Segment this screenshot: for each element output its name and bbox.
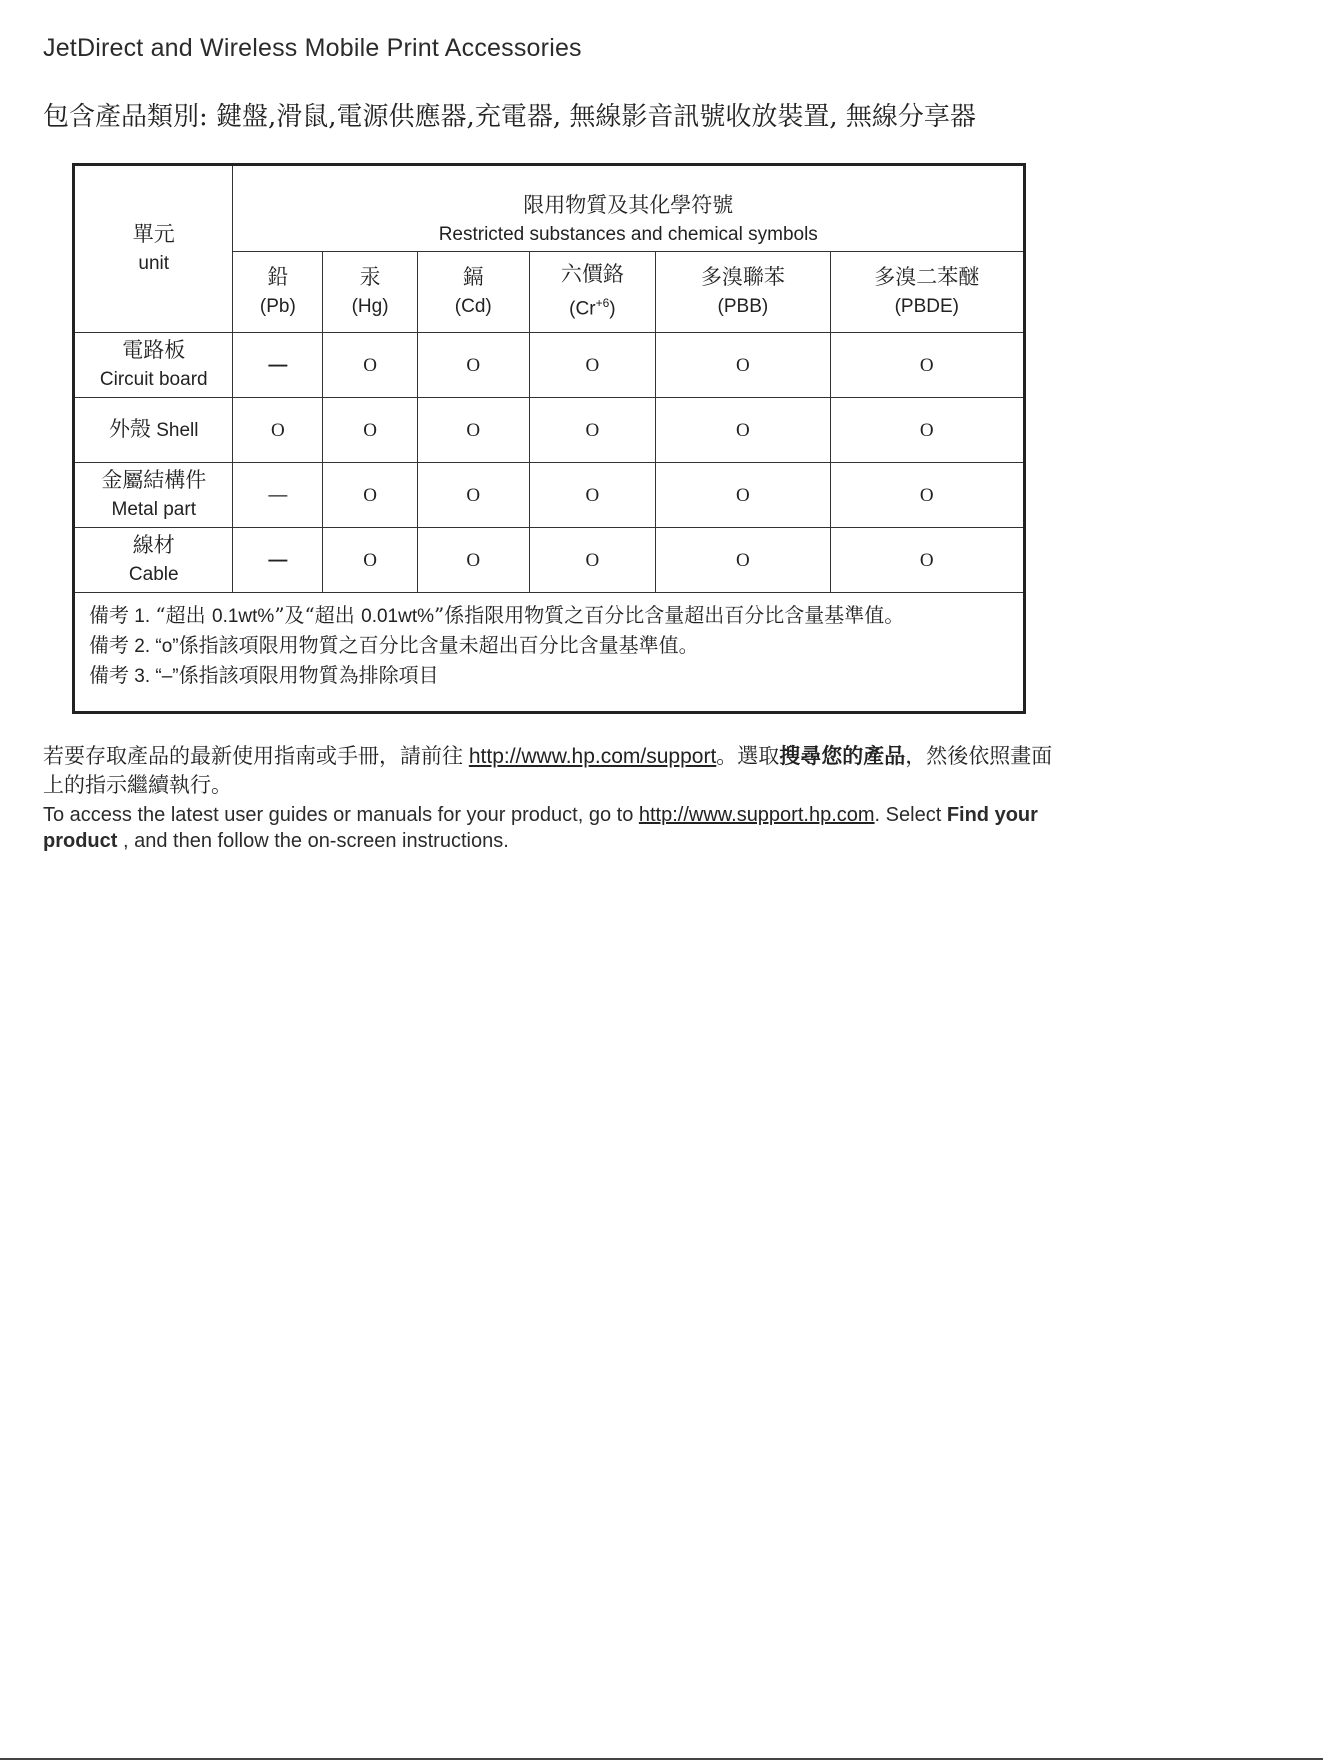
value-cell: O <box>529 333 656 398</box>
substance-zh: 多溴聯苯 <box>700 265 785 289</box>
unit-en: Circuit board <box>99 369 208 390</box>
unit-en: Cable <box>128 564 179 585</box>
unit-cell <box>74 463 233 528</box>
substances-group-zh: 限用物質及其化學符號 <box>523 193 734 217</box>
substance-symbol: (PBB) <box>717 296 769 317</box>
value-cell: O <box>417 398 529 463</box>
value-cell: — <box>233 463 323 528</box>
product-categories: 包含產品類別: 鍵盤,滑鼠,電源供應器,充電器, 無線影音訊號收放裝置, 無線分享器 <box>43 102 976 132</box>
table-notes <box>74 593 1025 713</box>
note-1: 備考 1. “超出 0.1wt%”及“超出 0.01wt%”係指限用物質之百分比含量超出百分比含量基準值。 <box>89 603 905 627</box>
substance-zh: 多溴二苯醚 <box>874 265 980 289</box>
value-cell: O <box>323 333 418 398</box>
support-instructions-en: To access the latest user guides or manuals for your product, go to http://www.support.hp.com. Select Find your product , and then follow the on-screen instructions. <box>43 804 1038 852</box>
support-instructions-zh: 若要存取產品的最新使用指南或手冊，請前往 http://www.hp.com/support。選取搜尋您的產品，然後依照畫面上的指示繼續執行。 <box>43 745 1053 797</box>
unit-en: Shell <box>156 420 199 441</box>
table-row <box>74 463 1025 528</box>
substance-zh: 六價鉻 <box>560 262 624 287</box>
value-cell: O <box>417 333 529 398</box>
note-2: 備考 2. “o”係指該項限用物質之百分比含量未超出百分比含量基準值。 <box>89 633 699 657</box>
substance-pbde <box>830 252 1024 333</box>
value-cell: O <box>529 528 656 593</box>
substance-cadmium <box>417 252 529 333</box>
substance-hexavalent-chromium <box>529 252 656 333</box>
value-cell: O <box>830 528 1024 593</box>
value-cell: O <box>656 463 830 528</box>
table-row <box>74 333 1025 398</box>
value-cell: O <box>233 398 323 463</box>
find-product-zh: 搜尋您的產品 <box>779 745 906 768</box>
support-link-zh[interactable]: http://www.hp.com/support <box>468 745 717 768</box>
value-cell: O <box>656 528 830 593</box>
value-cell: O <box>529 463 656 528</box>
unit-zh: 外殼 <box>108 417 151 441</box>
substance-zh: 鎘 <box>462 265 484 289</box>
substance-symbol: (Pb) <box>259 296 296 317</box>
footer-rule <box>0 1758 1323 1760</box>
support-link-en[interactable]: http://www.support.hp.com <box>638 804 875 826</box>
unit-cell <box>74 333 233 398</box>
substance-zh: 鉛 <box>267 265 289 289</box>
value-cell: O <box>529 398 656 463</box>
note-3: 備考 3. “–”係指該項限用物質為排除項目 <box>89 663 439 687</box>
value-cell: O <box>830 463 1024 528</box>
table-row <box>74 528 1025 593</box>
notes-row <box>74 593 1025 713</box>
substance-zh: 汞 <box>359 265 381 289</box>
value-cell: O <box>656 398 830 463</box>
value-cell: O <box>830 333 1024 398</box>
substance-symbol: $(Cr^{+6})$ <box>569 296 616 320</box>
substance-symbol: (Hg) <box>351 296 389 317</box>
unit-header-en: unit <box>138 253 170 274</box>
value-cell: O <box>830 398 1024 463</box>
unit-header <box>74 165 233 333</box>
restricted-substances-table <box>72 163 1026 714</box>
substances-group-header <box>233 165 1025 252</box>
substance-symbol: (Cd) <box>454 296 492 317</box>
unit-cell <box>74 398 233 463</box>
table-header-row <box>74 165 1025 252</box>
value-cell: O <box>417 528 529 593</box>
substance-mercury <box>323 252 418 333</box>
find-product-en: Find your product <box>43 804 1038 852</box>
unit-cell <box>74 528 233 593</box>
unit-zh: 金屬結構件 <box>101 468 207 492</box>
substance-lead <box>233 252 323 333</box>
value-cell: O <box>323 398 418 463</box>
unit-zh: 線材 <box>132 533 175 557</box>
unit-en: Metal part <box>111 499 196 520</box>
unit-zh: 電路板 <box>122 338 186 362</box>
value-cell: O <box>417 463 529 528</box>
substance-pbb <box>656 252 830 333</box>
substance-symbol: (PBDE) <box>894 296 959 317</box>
value-cell: O <box>656 333 830 398</box>
value-cell: O <box>323 463 418 528</box>
value-cell: — <box>233 528 323 593</box>
document-heading: JetDirect and Wireless Mobile Print Accessories <box>43 34 582 62</box>
value-cell: O <box>323 528 418 593</box>
table-row <box>74 398 1025 463</box>
unit-header-zh: 單元 <box>132 222 175 246</box>
value-cell: — <box>233 333 323 398</box>
substances-group-en: Restricted substances and chemical symbols <box>438 224 818 245</box>
